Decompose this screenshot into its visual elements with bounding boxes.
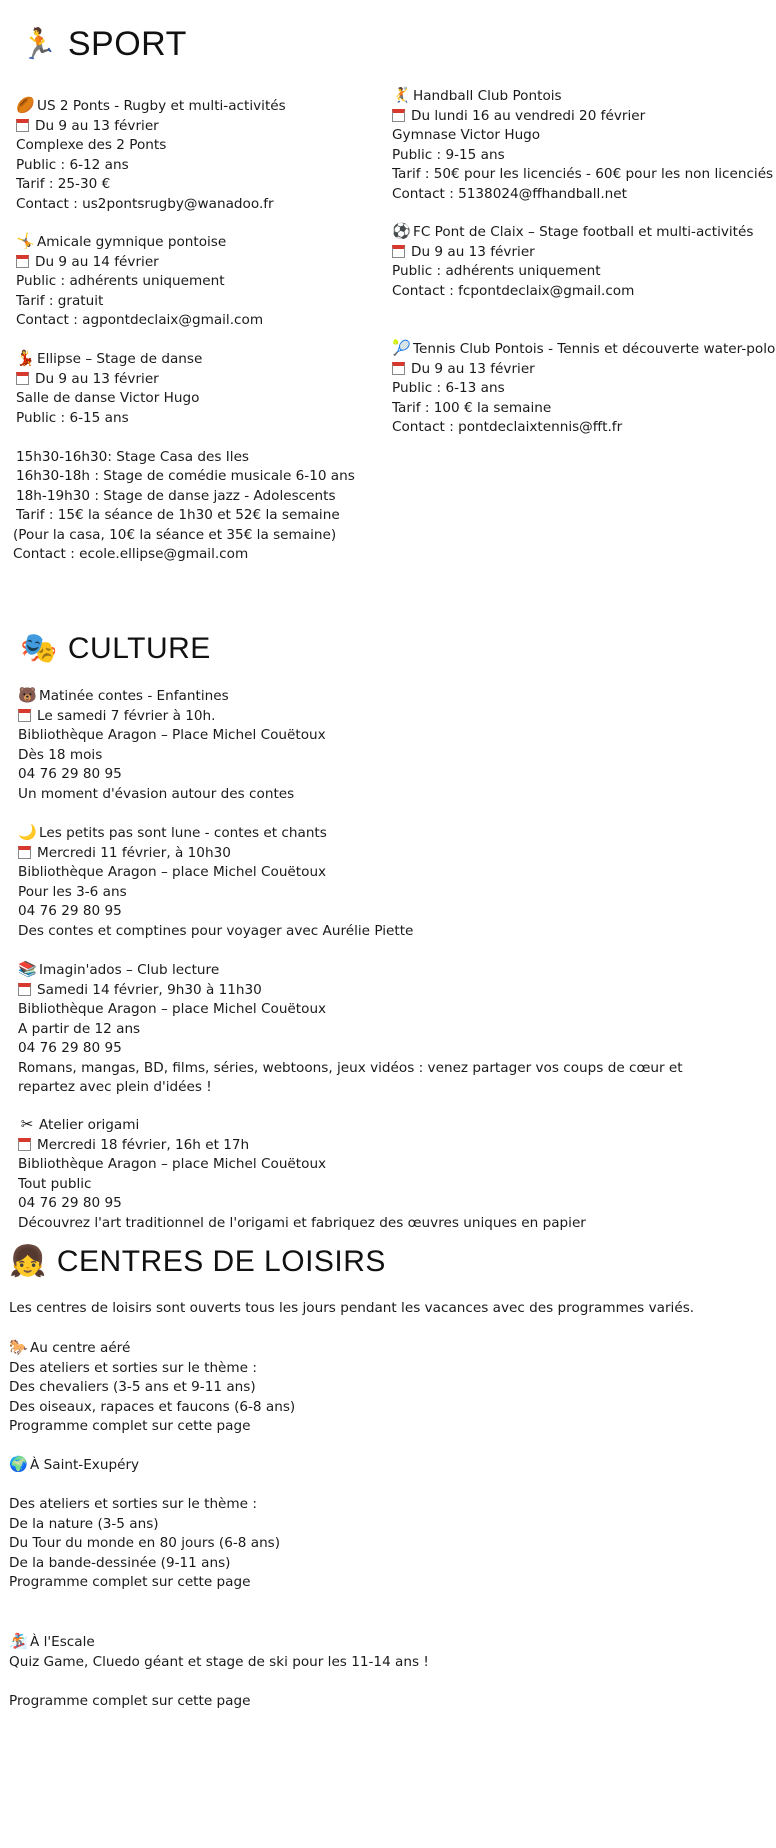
- event-contact: Contact : agpontdeclaix@gmail.com: [16, 312, 264, 328]
- event-public: Public : 9-15 ans: [392, 146, 505, 163]
- event-public: Tout public: [18, 1175, 92, 1192]
- culture-event-lecture: [18, 960, 683, 1098]
- event-phone: 04 76 29 80 95: [18, 1195, 122, 1211]
- theme-item: De la bande-dessinée (9-11 ans): [9, 1554, 231, 1571]
- culture-event-contes: [18, 686, 326, 804]
- handball-player-icon: 🤾: [392, 86, 411, 104]
- sport-event-football: [392, 222, 753, 301]
- event-public: Public : adhérents uniquement: [16, 273, 225, 289]
- snowboarder-icon: 🏂: [9, 1632, 28, 1650]
- culture-heading: [20, 628, 211, 670]
- theme-item: Des oiseaux, rapaces et faucons (6-8 ans): [9, 1398, 296, 1415]
- event-description: Découvrez l'art traditionnel de l'origami et fabriquez des œuvres uniques en papier: [18, 1214, 586, 1231]
- loisirs-title: CENTRES DE LOISIRS: [56, 1245, 386, 1279]
- culture-event-lune: [18, 823, 413, 941]
- event-phone: 04 76 29 80 95: [18, 1040, 122, 1056]
- event-public: Public : adhérents uniquement: [392, 263, 601, 279]
- calendar-icon: [392, 362, 405, 375]
- calendar-icon: [18, 709, 31, 722]
- event-contact: Contact : us2pontsrugby@wanadoo.fr: [16, 195, 274, 212]
- books-icon: 📚: [18, 960, 37, 978]
- event-description: Romans, mangas, BD, films, séries, webtoons, jeux vidéos : venez partager vos coups de cœur et: [18, 1059, 683, 1076]
- event-date: Du 9 au 13 février: [35, 117, 159, 134]
- event-phone: 04 76 29 80 95: [18, 903, 122, 919]
- event-name: Atelier origami: [39, 1117, 140, 1133]
- schedule-line: 16h30-18h : Stage de comédie musicale 6-10 ans: [16, 468, 355, 484]
- schedule-line: Tarif : 15€ la séance de 1h30 et 52€ la semaine: [16, 507, 340, 523]
- calendar-icon: [18, 983, 31, 996]
- event-price: Tarif : 25-30 €: [16, 176, 111, 192]
- loisirs-centre-aere: [9, 1338, 295, 1437]
- schedule-line: 15h30-16h30: Stage Casa des Iles: [16, 448, 250, 465]
- sport-event-tennis: [392, 339, 775, 438]
- calendar-icon: [392, 245, 405, 258]
- event-location: Bibliothèque Aragon – place Michel Couëtoux: [18, 1001, 327, 1017]
- bear-icon: 🐻: [18, 686, 37, 704]
- event-public: Public : 6-13 ans: [392, 380, 505, 396]
- dancer-icon: 💃: [16, 349, 35, 367]
- event-name: US 2 Ponts - Rugby et multi-activités: [37, 98, 286, 114]
- loisirs-saint-exupery: [9, 1455, 280, 1593]
- loisirs-intro-text: Les centres de loisirs sont ouverts tous les jours pendant les vacances avec des programmes variés.: [9, 1300, 695, 1316]
- gymnast-icon: 🤸: [16, 232, 35, 250]
- sport-event-handball: [392, 86, 773, 204]
- event-name: Matinée contes - Enfantines: [39, 688, 229, 704]
- event-date: Du 9 au 13 février: [411, 360, 535, 377]
- centre-name: À Saint-Exupéry: [30, 1457, 140, 1473]
- event-public: Dès 18 mois: [18, 746, 103, 763]
- soccer-ball-icon: ⚽: [392, 222, 411, 240]
- event-name: FC Pont de Claix – Stage football et multi-activités: [413, 224, 754, 240]
- event-location: Bibliothèque Aragon – Place Michel Couëtoux: [18, 727, 326, 743]
- event-location: Gymnase Victor Hugo: [392, 127, 541, 143]
- event-description-cont: repartez avec plein d'idées !: [18, 1079, 212, 1095]
- event-contact: Contact : pontdeclaixtennis@fft.fr: [392, 419, 623, 435]
- event-name: Ellipse – Stage de danse: [37, 351, 203, 367]
- rugby-ball-icon: 🏉: [16, 96, 35, 114]
- event-date: Du lundi 16 au vendredi 20 février: [411, 107, 646, 124]
- program-link[interactable]: Programme complet sur cette page: [9, 1692, 251, 1709]
- event-price: Tarif : 50€ pour les licenciés - 60€ pour les non licenciés: [392, 166, 774, 182]
- event-contact: Contact : 5138024@ffhandball.net: [392, 185, 627, 202]
- event-contact: Contact : ecole.ellipse@gmail.com: [13, 546, 249, 562]
- theater-masks-icon: 🎭: [20, 632, 58, 666]
- event-date: Du 9 au 14 février: [35, 253, 159, 270]
- event-public: Public : 6-15 ans: [16, 409, 129, 426]
- theme-item: Du Tour du monde en 80 jours (6-8 ans): [9, 1535, 281, 1551]
- theme-intro: Des ateliers et sorties sur le thème :: [9, 1359, 257, 1376]
- event-public: Public : 6-12 ans: [16, 156, 129, 173]
- sport-heading: [20, 22, 187, 68]
- tennis-racket-icon: 🎾: [392, 339, 411, 357]
- sport-event-gym: [16, 232, 263, 331]
- calendar-icon: [18, 846, 31, 859]
- event-location: Complexe des 2 Ponts: [16, 137, 167, 153]
- event-date: Du 9 au 13 février: [35, 370, 159, 387]
- culture-event-origami: [18, 1115, 586, 1233]
- event-date: Samedi 14 février, 9h30 à 11h30: [37, 981, 262, 998]
- loisirs-escale: [9, 1632, 429, 1711]
- event-description: Un moment d'évasion autour des contes: [18, 785, 295, 802]
- escale-description: Quiz Game, Cluedo géant et stage de ski pour les 11-14 ans !: [9, 1653, 429, 1670]
- event-name: Les petits pas sont lune - contes et chants: [39, 825, 327, 841]
- event-phone: 04 76 29 80 95: [18, 766, 122, 782]
- theme-item: Des chevaliers (3-5 ans et 9-11 ans): [9, 1379, 256, 1395]
- calendar-icon: [16, 255, 29, 268]
- scissors-icon: ✂: [20, 1115, 34, 1133]
- event-location: Bibliothèque Aragon – place Michel Couëtoux: [18, 864, 327, 880]
- crescent-moon-icon: 🌙: [18, 823, 37, 841]
- event-location: Bibliothèque Aragon – place Michel Couëtoux: [18, 1156, 327, 1172]
- event-date: Mercredi 11 février, à 10h30: [37, 844, 231, 861]
- event-name: Imagin'ados – Club lecture: [39, 962, 220, 978]
- loisirs-heading: [9, 1241, 386, 1283]
- calendar-icon: [18, 1138, 31, 1151]
- centre-name: Au centre aéré: [30, 1340, 131, 1356]
- sport-event-dance: [13, 349, 355, 565]
- event-price: Tarif : 100 € la semaine: [392, 399, 552, 416]
- calendar-icon: [16, 372, 29, 385]
- event-name: Amicale gymnique pontoise: [37, 234, 227, 250]
- event-date: Du 9 au 13 février: [411, 243, 535, 260]
- event-public: A partir de 12 ans: [18, 1020, 141, 1037]
- event-contact: Contact : fcpontdeclaix@gmail.com: [392, 282, 635, 299]
- event-location: Salle de danse Victor Hugo: [16, 390, 200, 406]
- horse-icon: 🐎: [9, 1338, 28, 1356]
- program-link[interactable]: Programme complet sur cette page: [9, 1574, 251, 1590]
- theme-intro: Des ateliers et sorties sur le thème :: [9, 1496, 257, 1512]
- program-link[interactable]: Programme complet sur cette page: [9, 1418, 251, 1434]
- globe-icon: 🌍: [9, 1455, 28, 1473]
- event-date: Le samedi 7 février à 10h.: [37, 707, 216, 724]
- event-date: Mercredi 18 février, 16h et 17h: [37, 1136, 250, 1153]
- event-public: Pour les 3-6 ans: [18, 883, 127, 900]
- sport-event-rugby: [16, 96, 286, 214]
- calendar-icon: [392, 109, 405, 122]
- sport-title: SPORT: [67, 25, 187, 64]
- loisirs-intro: [9, 1299, 694, 1319]
- culture-title: CULTURE: [67, 632, 211, 666]
- runner-icon: 🏃: [20, 28, 58, 62]
- centre-name: À l'Escale: [30, 1634, 95, 1650]
- schedule-line: 18h-19h30 : Stage de danse jazz - Adolescents: [16, 487, 336, 504]
- girl-icon: 👧: [9, 1245, 47, 1279]
- calendar-icon: [16, 119, 29, 132]
- event-name: Handball Club Pontois: [413, 88, 562, 104]
- event-description: Des contes et comptines pour voyager avec Aurélie Piette: [18, 922, 414, 939]
- event-price-note: (Pour la casa, 10€ la séance et 35€ la semaine): [13, 526, 337, 543]
- event-price: Tarif : gratuit: [16, 292, 104, 309]
- event-name: Tennis Club Pontois - Tennis et découverte water-polo: [413, 341, 776, 357]
- theme-item: De la nature (3-5 ans): [9, 1515, 159, 1532]
